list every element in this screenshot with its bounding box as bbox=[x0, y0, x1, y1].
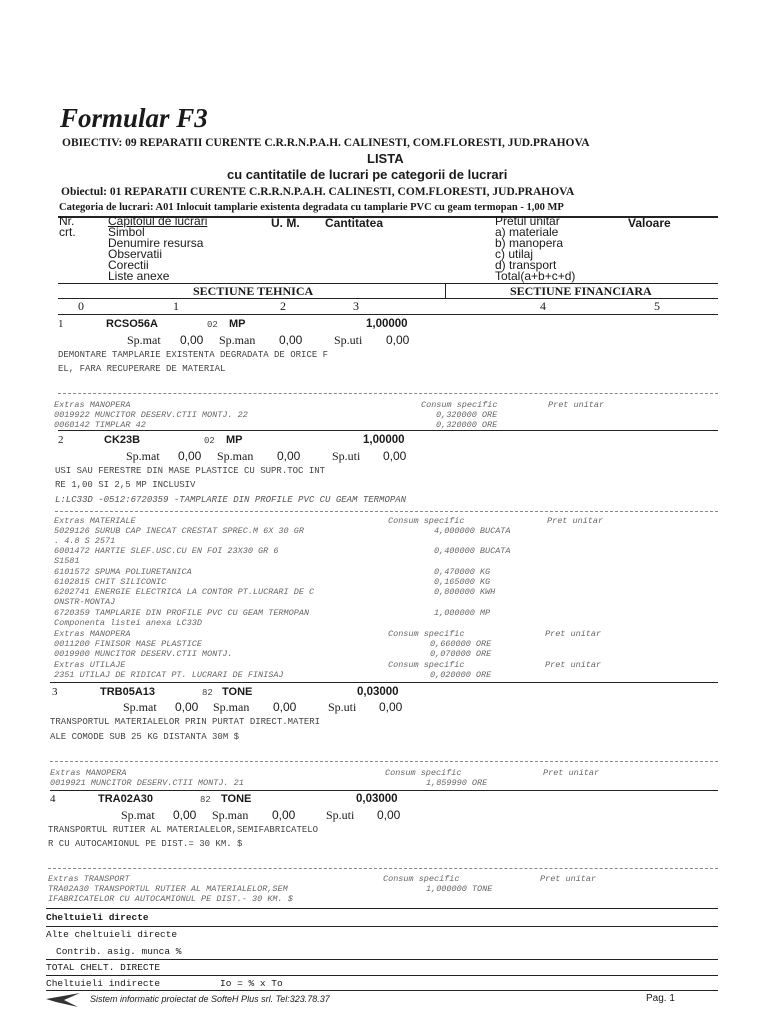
dashed-separator bbox=[50, 761, 718, 762]
sp-uti-value: 0,00 bbox=[377, 808, 401, 822]
item-nr: 2 bbox=[58, 434, 64, 446]
rule bbox=[46, 908, 718, 909]
item-qty: 1,00000 bbox=[366, 318, 408, 330]
sp-mat-label: Sp.mat bbox=[126, 449, 160, 463]
dashed-separator bbox=[48, 868, 718, 869]
pret-label: Pret unitar bbox=[548, 400, 605, 410]
resource-line: 6101572 SPUMA POLIURETANICA bbox=[54, 567, 192, 577]
resource-line: 6720359 TAMPLARIE DIN PROFILE PVC CU GEAM TERMOPAN bbox=[54, 608, 310, 618]
item-qty: 0,03000 bbox=[357, 686, 399, 698]
sp-mat-value: 0,00 bbox=[173, 808, 197, 822]
resource-line: TRA02A30 TRANSPORTUL RUTIER AL MATERIALELOR,SEM bbox=[48, 884, 288, 894]
resource-value: 1,000000 MP bbox=[434, 608, 491, 618]
resource-line: IFABRICATELOR CU AUTOCAMIONUL PE DIST.- 30 KM. $ bbox=[48, 894, 293, 904]
idx-3: 3 bbox=[353, 299, 359, 313]
idx-0: 0 bbox=[78, 299, 84, 313]
sp-mat-value: 0,00 bbox=[178, 449, 202, 463]
resource-line: 6202741 ENERGIE ELECTRICA LA CONTOR PT.LUCRARI DE C bbox=[54, 587, 315, 597]
resource-line: 0019900 MUNCITOR DESERV.CTII MONTJ. bbox=[54, 649, 233, 659]
extras-label: Extras MANOPERA bbox=[54, 400, 131, 410]
item-desc: USI SAU FERESTRE DIN MASE PLASTICE CU SUPR.TOC INT bbox=[55, 466, 326, 476]
cheltuieli-directe: Cheltuieli directe bbox=[46, 912, 149, 923]
idx-4: 4 bbox=[540, 299, 546, 313]
sp-uti-label: Sp.uti bbox=[334, 333, 363, 347]
idx-2: 2 bbox=[280, 299, 286, 313]
resource-line: S1581 bbox=[54, 556, 80, 566]
rule bbox=[58, 298, 718, 299]
resource-line: Componenta listei anexa LC33D bbox=[54, 618, 202, 628]
resource-value: 0,800000 KWH bbox=[434, 587, 496, 597]
item-nr: 4 bbox=[50, 793, 56, 805]
sp-mat-label: Sp.mat bbox=[127, 333, 161, 347]
sp-mat-value: 0,00 bbox=[175, 700, 199, 714]
resource-value: 0,400000 BUCATA bbox=[434, 546, 511, 556]
resource-line: 0060142 TIMPLAR 42 bbox=[54, 420, 146, 430]
item-qty: 0,03000 bbox=[356, 793, 398, 805]
item-nr: 1 bbox=[58, 318, 64, 330]
idx-1: 1 bbox=[173, 299, 179, 313]
resource-value: 0,320000 ORE bbox=[436, 410, 498, 420]
extras-label: Extras MANOPERA bbox=[54, 629, 131, 639]
rule bbox=[50, 682, 718, 683]
softeh-logo bbox=[44, 991, 84, 1009]
pret-label: Pret unitar bbox=[540, 874, 597, 884]
resource-line: 6102815 CHIT SILICONIC bbox=[54, 577, 167, 587]
rule bbox=[445, 283, 446, 298]
sp-uti-value: 0,00 bbox=[386, 333, 410, 347]
item-desc: EL, FARA RECUPERARE DE MATERIAL bbox=[58, 364, 226, 374]
sp-uti-value: 0,00 bbox=[383, 449, 407, 463]
item-desc: DEMONTARE TAMPLARIE EXISTENTA DEGRADATA DE ORICE F bbox=[58, 350, 329, 360]
item-desc: ALE COMODE SUB 25 KG DISTANTA 30M $ bbox=[50, 732, 240, 742]
rule bbox=[46, 959, 718, 960]
item-sub: 02 bbox=[204, 436, 215, 446]
resource-line: 0019922 MUNCITOR DESERV.CTII MONTJ. 22 bbox=[54, 410, 248, 420]
extras-label: Extras TRANSPORT bbox=[48, 874, 130, 884]
sp-man-value: 0,00 bbox=[277, 449, 301, 463]
resource-value: 0,070000 ORE bbox=[430, 649, 492, 659]
dashed-separator bbox=[58, 393, 718, 394]
col-capitol: Capitolul de lucrari Simbol Denumire resursa Observatii Corectii Liste anexe bbox=[108, 214, 208, 283]
sp-man-label: Sp.man bbox=[217, 449, 254, 463]
resource-value: 0,470000 KG bbox=[434, 567, 491, 577]
pret-label: Pret unitar bbox=[545, 629, 602, 639]
resource-value: 1,859990 ORE bbox=[426, 778, 488, 788]
obiectul-line: Obiectul: 01 REPARATII CURENTE C.R.R.N.P.A.H. CALINESTI, COM.FLORESTI, JUD.PRAHOVA bbox=[61, 186, 575, 198]
sp-mat-label: Sp.mat bbox=[123, 700, 157, 714]
rule bbox=[58, 314, 718, 315]
sp-man-value: 0,00 bbox=[273, 700, 297, 714]
consum-label: Consum specific bbox=[385, 768, 462, 778]
resource-line: ONSTR-MONTAJ bbox=[54, 597, 116, 607]
lista-title: LISTA bbox=[367, 151, 404, 166]
resource-line: 0019921 MUNCITOR DESERV.CTII MONTJ. 21 bbox=[50, 778, 244, 788]
resource-value: 1,000000 TONE bbox=[426, 884, 493, 894]
resource-line: . 4.8 S 2571 bbox=[54, 536, 116, 546]
sp-man-value: 0,00 bbox=[279, 333, 303, 347]
item-um: MP bbox=[229, 318, 246, 330]
consum-label: Consum specific bbox=[388, 660, 465, 670]
sp-uti-label: Sp.uti bbox=[328, 700, 357, 714]
item-qty: 1,00000 bbox=[363, 434, 405, 446]
rule bbox=[46, 926, 718, 927]
item-sub: 82 bbox=[202, 688, 213, 698]
sectiune-financiara: SECTIUNE FINANCIARA bbox=[510, 284, 652, 298]
sectiune-tehnica: SECTIUNE TEHNICA bbox=[193, 284, 314, 298]
rule bbox=[46, 990, 718, 991]
item-desc: TRANSPORTUL MATERIALELOR PRIN PURTAT DIRECT.MATERI bbox=[50, 717, 321, 727]
item-desc: RE 1,00 SI 2,5 MP INCLUSIV bbox=[55, 480, 196, 490]
form-title: Formular F3 bbox=[60, 103, 208, 133]
resource-line: 6001472 HARTIE SLEF.USC.CU EN FOI 23X30 GR 6 bbox=[54, 546, 279, 556]
pret-label: Pret unitar bbox=[543, 768, 600, 778]
resource-value: 0,660000 ORE bbox=[430, 639, 492, 649]
categoria-line: Categoria de lucrari: A01 Inlocuit tamplarie existenta degradata cu tamplarie PVC cu geam termopan - 1,00 MP bbox=[59, 202, 564, 213]
io-formula: Io = % x To bbox=[220, 978, 283, 989]
sp-man-label: Sp.man bbox=[219, 333, 256, 347]
item-um: MP bbox=[226, 434, 243, 446]
system-credit: Sistem informatic proiectat de SofteH Plus srl. Tel:323.78.37 bbox=[90, 994, 330, 1004]
sp-mat-label: Sp.mat bbox=[121, 808, 155, 822]
resource-line: 2351 UTILAJ DE RIDICAT PT. LUCRARI DE FINISAJ bbox=[54, 670, 284, 680]
item-code: RCSO56A bbox=[106, 318, 158, 330]
sp-man-label: Sp.man bbox=[213, 700, 250, 714]
consum-label: Consum specific bbox=[383, 874, 460, 884]
resource-value: 0,320000 ORE bbox=[436, 420, 498, 430]
resource-value: 4,000000 BUCATA bbox=[434, 526, 511, 536]
sp-man-value: 0,00 bbox=[272, 808, 296, 822]
alte-cheltuieli: Alte cheltuieli directe bbox=[46, 929, 178, 940]
consum-label: Consum specific bbox=[388, 516, 465, 526]
item-desc: R CU AUTOCAMIONUL PE DIST.= 30 KM. $ bbox=[48, 839, 243, 849]
item-nr: 3 bbox=[52, 686, 58, 698]
consum-label: Consum specific bbox=[421, 400, 498, 410]
item-um: TONE bbox=[221, 793, 252, 805]
col-valoare: Valoare bbox=[628, 216, 671, 230]
rule bbox=[58, 430, 718, 431]
item-desc: TRANSPORTUL RUTIER AL MATERIALELOR,SEMIFABRICATELO bbox=[48, 825, 319, 835]
consum-label: Consum specific bbox=[388, 629, 465, 639]
contrib-asig: Contrib. asig. munca % bbox=[56, 946, 182, 957]
pret-label: Pret unitar bbox=[545, 660, 602, 670]
page-number: Pag. 1 bbox=[646, 993, 675, 1004]
col-cantitatea: Cantitatea bbox=[325, 216, 384, 230]
sp-uti-label: Sp.uti bbox=[332, 449, 361, 463]
item-code: CK23B bbox=[104, 434, 141, 446]
extras-label: Extras UTILAJE bbox=[54, 660, 126, 670]
rule bbox=[50, 790, 718, 791]
pret-label: Pret unitar bbox=[547, 516, 604, 526]
sp-uti-label: Sp.uti bbox=[326, 808, 355, 822]
sp-mat-value: 0,00 bbox=[180, 333, 204, 347]
cheltuieli-indirecte: Cheltuieli indirecte bbox=[46, 978, 161, 989]
item-sub: 02 bbox=[207, 320, 218, 330]
col-pret-unitar: Pretul unitar a) materiale b) manopera c) utilaj d) transport Total(a+b+c+d) bbox=[495, 214, 576, 283]
resource-line: 5029126 SURUB CAP INECAT CRESTAT SPREC.M 6X 30 GR bbox=[54, 526, 304, 536]
resource-value: 0,020000 ORE bbox=[430, 670, 492, 680]
rule bbox=[46, 975, 718, 976]
col-nr: Nr. crt. bbox=[59, 214, 76, 239]
sp-uti-value: 0,00 bbox=[379, 700, 403, 714]
lista-subtitle: cu cantitatile de lucrari pe categorii de lucrari bbox=[227, 167, 508, 182]
objectiv-line: OBIECTIV: 09 REPARATII CURENTE C.R.R.N.P.A.H. CALINESTI, COM.FLORESTI, JUD.PRAHOVA bbox=[62, 137, 590, 149]
col-um: U. M. bbox=[271, 216, 300, 230]
item-code: TRA02A30 bbox=[98, 793, 154, 805]
sp-man-label: Sp.man bbox=[212, 808, 249, 822]
item-code: TRB05A13 bbox=[100, 686, 156, 698]
item-anexa: L:LC33D -0512:6720359 -TAMPLARIE DIN PROFILE PVC CU GEAM TERMOPAN bbox=[55, 495, 407, 505]
resource-line: 0011200 FINISOR MASE PLASTICE bbox=[54, 639, 202, 649]
item-um: TONE bbox=[222, 686, 253, 698]
idx-5: 5 bbox=[654, 299, 660, 313]
total-chelt-directe: TOTAL CHELT. DIRECTE bbox=[46, 962, 161, 973]
item-sub: 82 bbox=[200, 795, 211, 805]
dashed-separator bbox=[55, 511, 718, 512]
extras-label: Extras MATERIALE bbox=[54, 516, 136, 526]
resource-value: 0,165000 KG bbox=[434, 577, 491, 587]
extras-label: Extras MANOPERA bbox=[50, 768, 127, 778]
